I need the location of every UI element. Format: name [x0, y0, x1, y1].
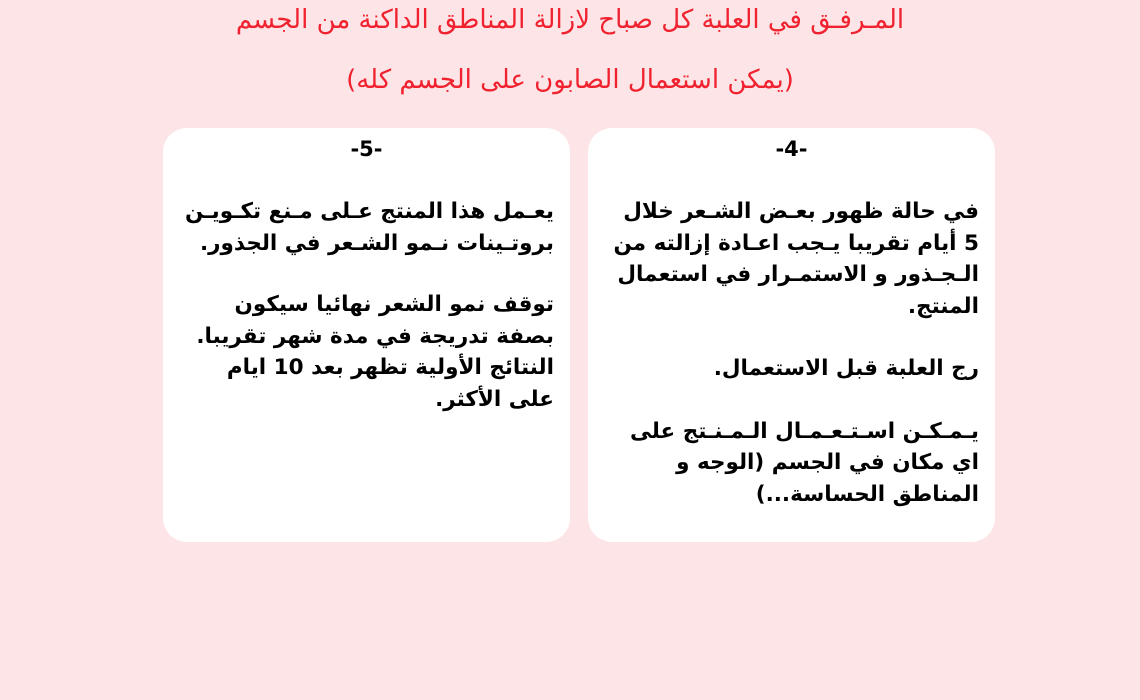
card-5-paragraph-gradual-stop: توقف نمو الشعر نهائيا سيكون بصفة تدريجة في مدة شهر تقريبا.: [196, 292, 554, 349]
card-5-paragraph-results: النتائج الأولية تظهر بعد 10 ايام على الأكثر.: [226, 355, 554, 412]
headline-line-2: (يمكن استعمال الصابون على الجسم كله): [346, 65, 794, 95]
instruction-card-5: [163, 128, 570, 542]
card-4-number: -4-: [775, 137, 808, 161]
card-5-number: -5-: [350, 137, 383, 161]
headline-line-1: المـرفـق في العلبة كل صباح لازالة المناطق الداكنة من الجسم: [235, 5, 905, 35]
card-4-paragraph-usage-areas: يـمـكـن اسـتـعـمـال الـمـنـتج على اي مكان في الجسم (الوجه و المناطق الحساسة...): [630, 418, 979, 507]
card-4-spacer-1: [604, 322, 979, 353]
instruction-card-4: [588, 128, 995, 542]
card-4-spacer-2: [604, 385, 979, 416]
card-4-paragraph-regrowth: في حالة ظهور بعـض الشـعر خلال 5 أيام تقريبا يـجب اعـادة إزالته من الـجـذور و الاستمـرار في استعمال المنتج.: [613, 199, 979, 319]
card-5-paragraph-mechanism: يعـمل هذا المنتج عـلى مـنع تكـويـن بروتـينات نـمو الشـعر في الجذور.: [184, 199, 554, 256]
card-4-paragraph-shake: رج العلبة قبل الاستعمال.: [713, 356, 979, 381]
card-5-spacer-1: [179, 259, 554, 289]
